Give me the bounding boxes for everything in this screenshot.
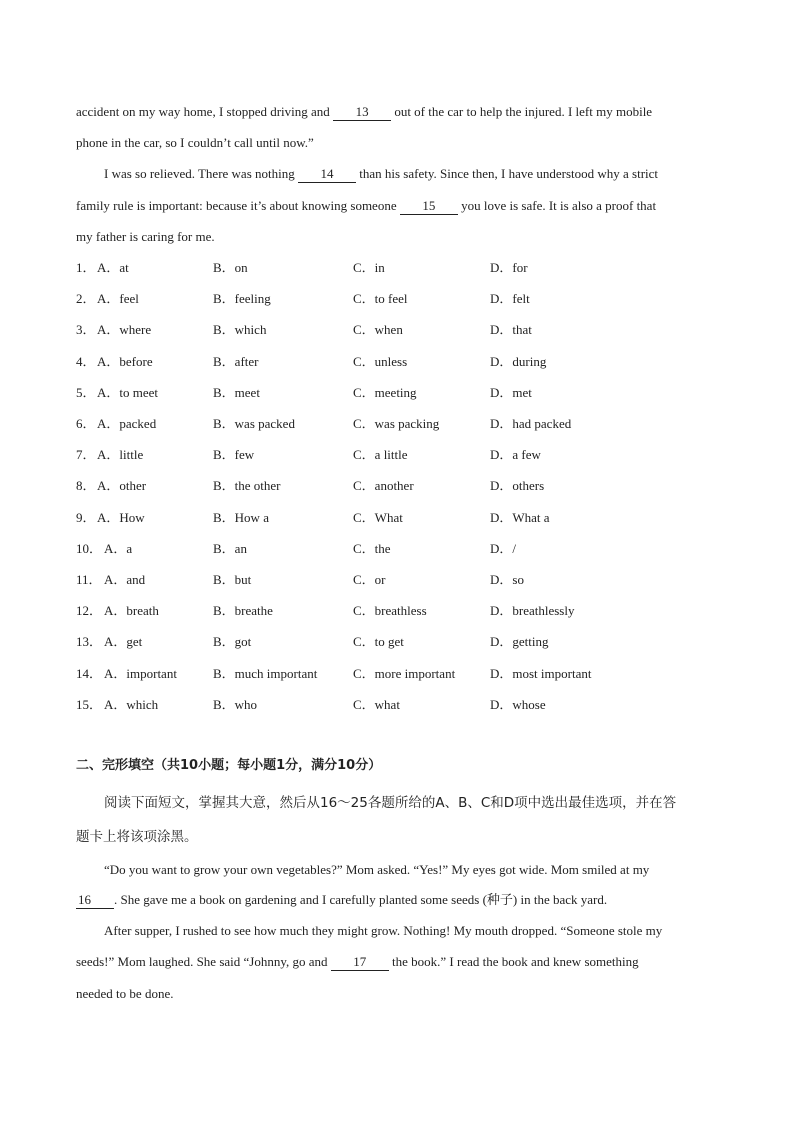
question-number: 11． [76,572,102,587]
option-d: D．so [490,572,524,587]
option-b: B．feeling [213,291,271,307]
question-row [76,383,726,403]
option-b: B．How a [213,509,269,525]
option-d: D．that [490,322,532,338]
question-row [76,258,726,278]
question-row [76,352,726,372]
option-d: D．during [490,353,547,369]
passage2-line-3: After supper, I rushed to see how much they might grow. Nothing! My mouth dropped. “Someone stole my [104,923,663,938]
option-c: C．meeting [353,384,417,400]
passage2-line-2 [76,890,726,910]
question-number: 14． [76,665,103,681]
option-c: C．more important [353,665,456,681]
option-a: A．which [104,696,159,712]
text-segment: family rule is important: because it’s about knowing someone [76,198,400,213]
question-number: 8． [76,478,96,494]
option-c: C．what [353,696,400,712]
option-b: B．breathe [213,603,273,619]
question-row [76,445,726,465]
option-d: D．others [490,478,545,494]
question-number: 3． [76,322,96,338]
option-c: C．What [353,509,403,525]
option-a: A．get [104,634,143,650]
option-c: C．when [353,322,403,338]
option-a: A．little [97,447,144,463]
option-b: B．who [213,696,258,712]
option-d: D．What a [490,509,550,525]
question-row [76,570,726,590]
question-row [76,320,726,340]
passage1-line-4 [76,196,726,216]
question-row [76,601,726,621]
option-b: B．few [213,447,255,463]
option-d: D．getting [490,634,549,650]
option-a: A．to meet [97,384,159,400]
option-a: A．before [97,353,153,369]
blank-13: 13 [333,104,391,121]
text-segment: . She gave me a book on gardening and I carefully planted some seeds (种子) in the back yard. [114,892,608,907]
text-segment: I was so relieved. There was nothing [104,166,298,181]
option-a: A．feel [97,291,139,307]
blank-16: 16 [76,892,114,909]
question-number: 1． [76,260,96,275]
option-b: B．the other [213,478,281,494]
section-instructions-2: 题卡上将该项涂黑。 [76,829,198,845]
passage1-line-3 [104,164,754,184]
question-number: 10． [76,540,103,556]
text-segment: you love is safe. It is also a proof that [457,198,657,213]
option-d: D．most important [490,665,592,681]
option-b: B．much important [213,665,318,681]
option-d: D．breathlessly [490,603,575,619]
question-number: 7． [76,447,96,463]
option-c: C．a little [353,447,408,463]
option-a: A．and [104,572,146,587]
question-number: 4． [76,353,96,369]
option-b: B．after [213,353,259,369]
option-c: C．or [353,572,386,587]
option-c: C．to get [353,634,404,650]
question-number: 15． [76,696,103,712]
option-a: A．where [97,322,152,338]
question-row [76,695,726,715]
question-number: 6． [76,416,96,431]
question-number: 5． [76,384,96,400]
option-a: A．How [97,509,145,525]
question-row [76,632,726,652]
option-b: B．an [213,540,247,556]
section-title: 二、完形填空（共10小题；每小题1分，满分10分） [76,758,382,773]
option-d: D．felt [490,291,530,307]
question-row [76,508,726,528]
option-d: D．/ [490,540,517,556]
section-instructions-1: 阅读下面短文，掌握其大意，然后从16～25各题所给的A、B、C和D项中选出最佳选项，并在答 [104,795,677,811]
option-a: A．at [97,260,129,275]
passage2-line-1: “Do you want to grow your own vegetables?” Mom asked. “Yes!” My eyes got wide. Mom smiled at my [104,862,650,877]
option-b: B．meet [213,384,260,400]
option-b: B．which [213,322,267,338]
question-number: 13． [76,634,103,650]
option-b: B．on [213,260,248,275]
passage1-line-2: phone in the car, so I couldn’t call until now.” [76,135,314,150]
question-number: 2． [76,291,96,307]
passage1-line-5: my father is caring for me. [76,229,215,244]
question-row [76,664,726,684]
option-a: A．important [104,665,177,681]
option-d: D．whose [490,696,546,712]
text-segment: seeds!” Mom laughed. She said “Johnny, go and [76,954,331,969]
option-b: B．got [213,634,252,650]
text-segment: the book.” I read the book and knew something [388,954,639,969]
passage2-line-5: needed to be done. [76,986,174,1001]
blank-14: 14 [298,166,356,183]
option-c: C．breathless [353,603,427,619]
option-c: C．another [353,478,414,494]
option-c: C．the [353,540,391,556]
option-d: D．for [490,260,528,275]
option-a: A．a [104,540,133,556]
option-a: A．other [97,478,147,494]
option-b: B．but [213,572,252,587]
option-c: C．unless [353,353,408,369]
option-d: D．a few [490,447,541,463]
option-c: C．to feel [353,291,408,307]
blank-15: 15 [400,198,458,215]
question-row [76,539,726,559]
option-a: A．packed [97,416,157,431]
question-number: 9． [76,509,96,525]
question-row [76,414,726,434]
option-c: C．in [353,260,385,275]
option-d: D．met [490,384,532,400]
blank-17: 17 [331,954,389,971]
question-row [76,476,726,496]
option-d: D．had packed [490,416,572,431]
passage2-line-4 [76,952,726,972]
text-segment: accident on my way home, I stopped driving and [76,104,334,119]
option-a: A．breath [104,603,159,619]
question-number: 12． [76,603,103,619]
option-b: B．was packed [213,416,295,431]
text-segment: out of the car to help the injured. I left my mobile [391,104,653,119]
option-c: C．was packing [353,416,440,431]
question-row [76,289,726,309]
text-segment: than his safety. Since then, I have understood why a strict [355,166,659,181]
passage1-line-1 [76,102,726,122]
